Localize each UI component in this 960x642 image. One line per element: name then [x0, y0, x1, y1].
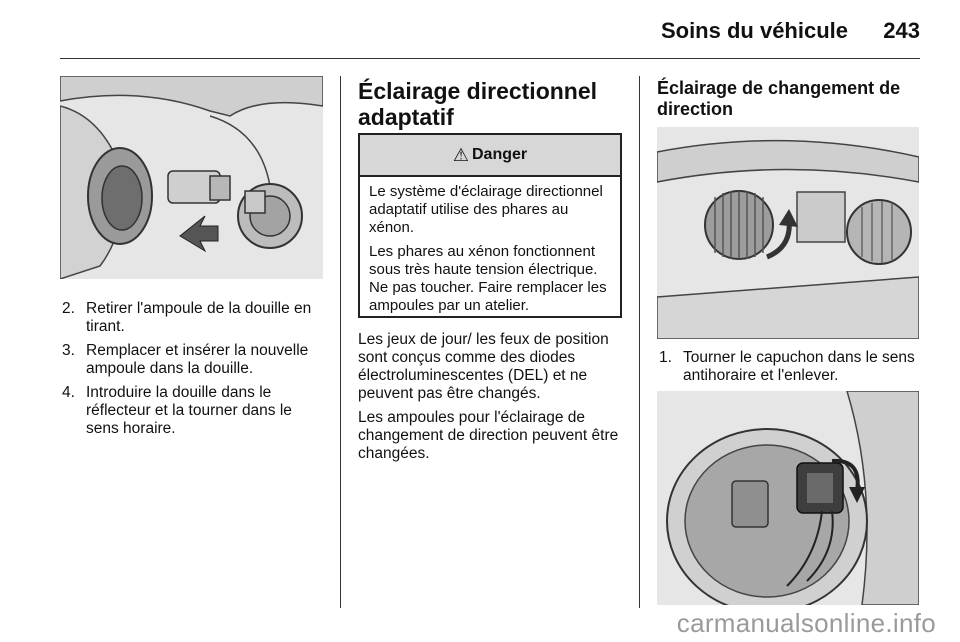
- column-divider: [639, 76, 640, 608]
- header-divider: [60, 58, 920, 59]
- danger-heading: ⚠ Danger: [360, 135, 620, 177]
- list-item: 1. Tourner le capuchon dans le sens antihoraire et l'enlever.: [659, 349, 915, 384]
- header-title: Soins du véhicule: [660, 18, 848, 43]
- list-item: 4. Introduire la douille dans le réflecteur et la tourner dans le sens horaire.: [62, 384, 292, 437]
- bulb-socket-illustration: [60, 76, 323, 279]
- list-item: 2. Retirer l'ampoule de la douille en tirant.: [62, 300, 312, 335]
- warning-triangle-icon: ⚠: [452, 144, 469, 165]
- danger-text: Le système d'éclairage directionnel adaptatif utilise des phares au xénon. Les phares au xénon fonctionnent sous très haute tension électrique. Ne pas toucher. Faire remplacer les ampoules par un atelier.: [369, 183, 607, 314]
- list-item: 3. Remplacer et insérer la nouvelle ampoule dans la douille.: [62, 342, 309, 377]
- headlamp-cap-illustration: [657, 127, 919, 339]
- watermark: carmanualsonline.info: [676, 608, 936, 638]
- bulb-holder-illustration: [657, 391, 919, 605]
- column-divider: [340, 76, 341, 608]
- section-title: Éclairage directionnel adaptatif: [358, 78, 598, 130]
- steps-list-left: [62, 300, 324, 444]
- steps-list-right: [659, 349, 921, 391]
- page-number: 243: [883, 18, 920, 43]
- danger-box: [358, 133, 622, 318]
- section-title: Éclairage de changement de direction: [657, 78, 901, 119]
- body-text: Les jeux de jour/ les feux de position sont conçus comme des diodes électroluminescentes (DEL) et ne peuvent pas être changés. Les ampoules pour l'éclairage de changement de direction peuvent être changées.: [358, 331, 619, 462]
